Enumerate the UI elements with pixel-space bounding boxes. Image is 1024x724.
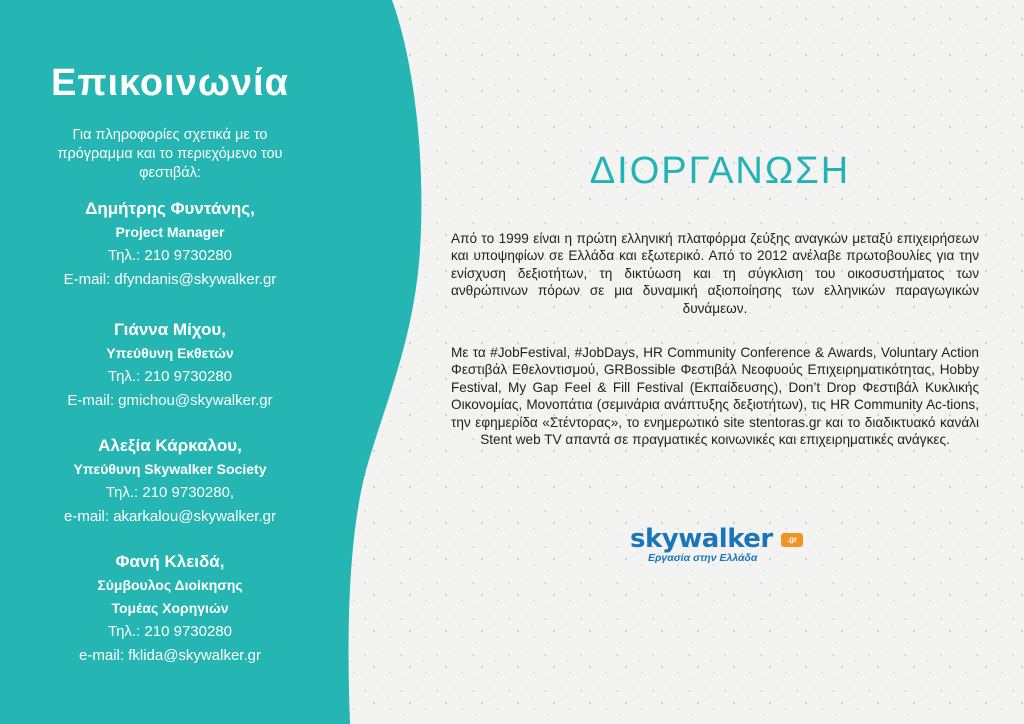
contact-name: Δημήτρης Φυντάνης,: [85, 199, 255, 218]
contact-card: [0, 550, 340, 668]
contact-card: [0, 197, 340, 292]
contact-email: e-mail: fklida@skywalker.gr: [79, 647, 261, 664]
contact-card: [0, 434, 340, 529]
contact-intro: Για πληροφορίες σχετικά με το πρόγραμμα και το περιεχόμενο του φεστιβάλ:: [57, 127, 283, 181]
contact-email: e-mail: akarkalou@skywalker.gr: [64, 508, 276, 525]
contact-name: Αλεξία Κάρκαλου,: [98, 436, 242, 455]
contact-role: Project Manager: [115, 224, 225, 240]
logo-badge: .gr: [781, 533, 803, 547]
contact-role: Υπεύθυνη Εκθετών: [106, 345, 234, 361]
organization-paragraph-2: Με τα #JobFestival, #JobDays, HR Community Conference & Awards, Voluntary Action Φεστιβάλ Εθελοντισμού, GRBossible Φεστιβάλ Νεοφυούς Επιχειρηματικότητας, Hobby Festival, My Gap Feel & Fill Festival (Εκπαίδευσης), Don’t Drop Φεστιβάλ Κυκλικής Οικονομίας, Μονοπάτια (σεμινάρια ανάπτυξης δεξιοτήτων), τις HR Community Ac-tions, την εφημερίδα «Στέντορας», το ενημερωτικό site stentoras.gr και το διαδικτυακό κανάλι Stent web TV απαντά σε πραγματικές κοινωνικές και επιχειρηματικές ανάγκες.: [451, 345, 979, 448]
logo-tagline: Εργασία στην Ελλάδα: [648, 552, 758, 564]
contact-panel: [0, 0, 340, 724]
contact-role: Υπεύθυνη Skywalker Society: [73, 461, 267, 477]
contact-email: E-mail: gmichou@skywalker.gr: [67, 392, 273, 409]
contact-role: Σύμβουλος Διοίκησης: [97, 577, 243, 593]
organization-paragraph-1: Από το 1999 είναι η πρώτη ελληνική πλατφόρμα ζεύξης αναγκών μεταξύ επιχειρήσεων και υποψηφίων σε Ελλάδα και εξωτερικό. Από το 2012 ανέλαβε πρωτοβουλίες για την ενίσχυση δεξιοτήτων, τη δικτύωση και τη σύγκλιση του οικοσυστήματος των ανθρώπινων πόρων σε μια δυναμική αξιοποίησης των ελληνικών παραγωγικών δυνάμεων.: [451, 231, 979, 316]
contact-phone: Τηλ.: 210 9730280: [108, 247, 232, 264]
skywalker-logo: [630, 524, 810, 564]
contact-name: Γιάννα Μίχου,: [114, 320, 226, 339]
organization-title: ΔΙΟΡΓΑΝΩΣΗ: [589, 150, 851, 192]
contact-card: [0, 318, 340, 413]
contact-phone: Τηλ.: 210 9730280: [108, 623, 232, 640]
contact-phone: Τηλ.: 210 9730280,: [105, 484, 235, 501]
contact-title: Επικοινωνία: [51, 62, 289, 104]
logo-wordmark: skywalker: [630, 524, 773, 554]
contact-phone: Τηλ.: 210 9730280: [108, 368, 232, 385]
contact-name: Φανή Κλειδά,: [115, 552, 225, 571]
contact-email: E-mail: dfyndanis@skywalker.gr: [63, 271, 277, 288]
contact-role-secondary: Τομέας Χορηγιών: [111, 600, 229, 616]
